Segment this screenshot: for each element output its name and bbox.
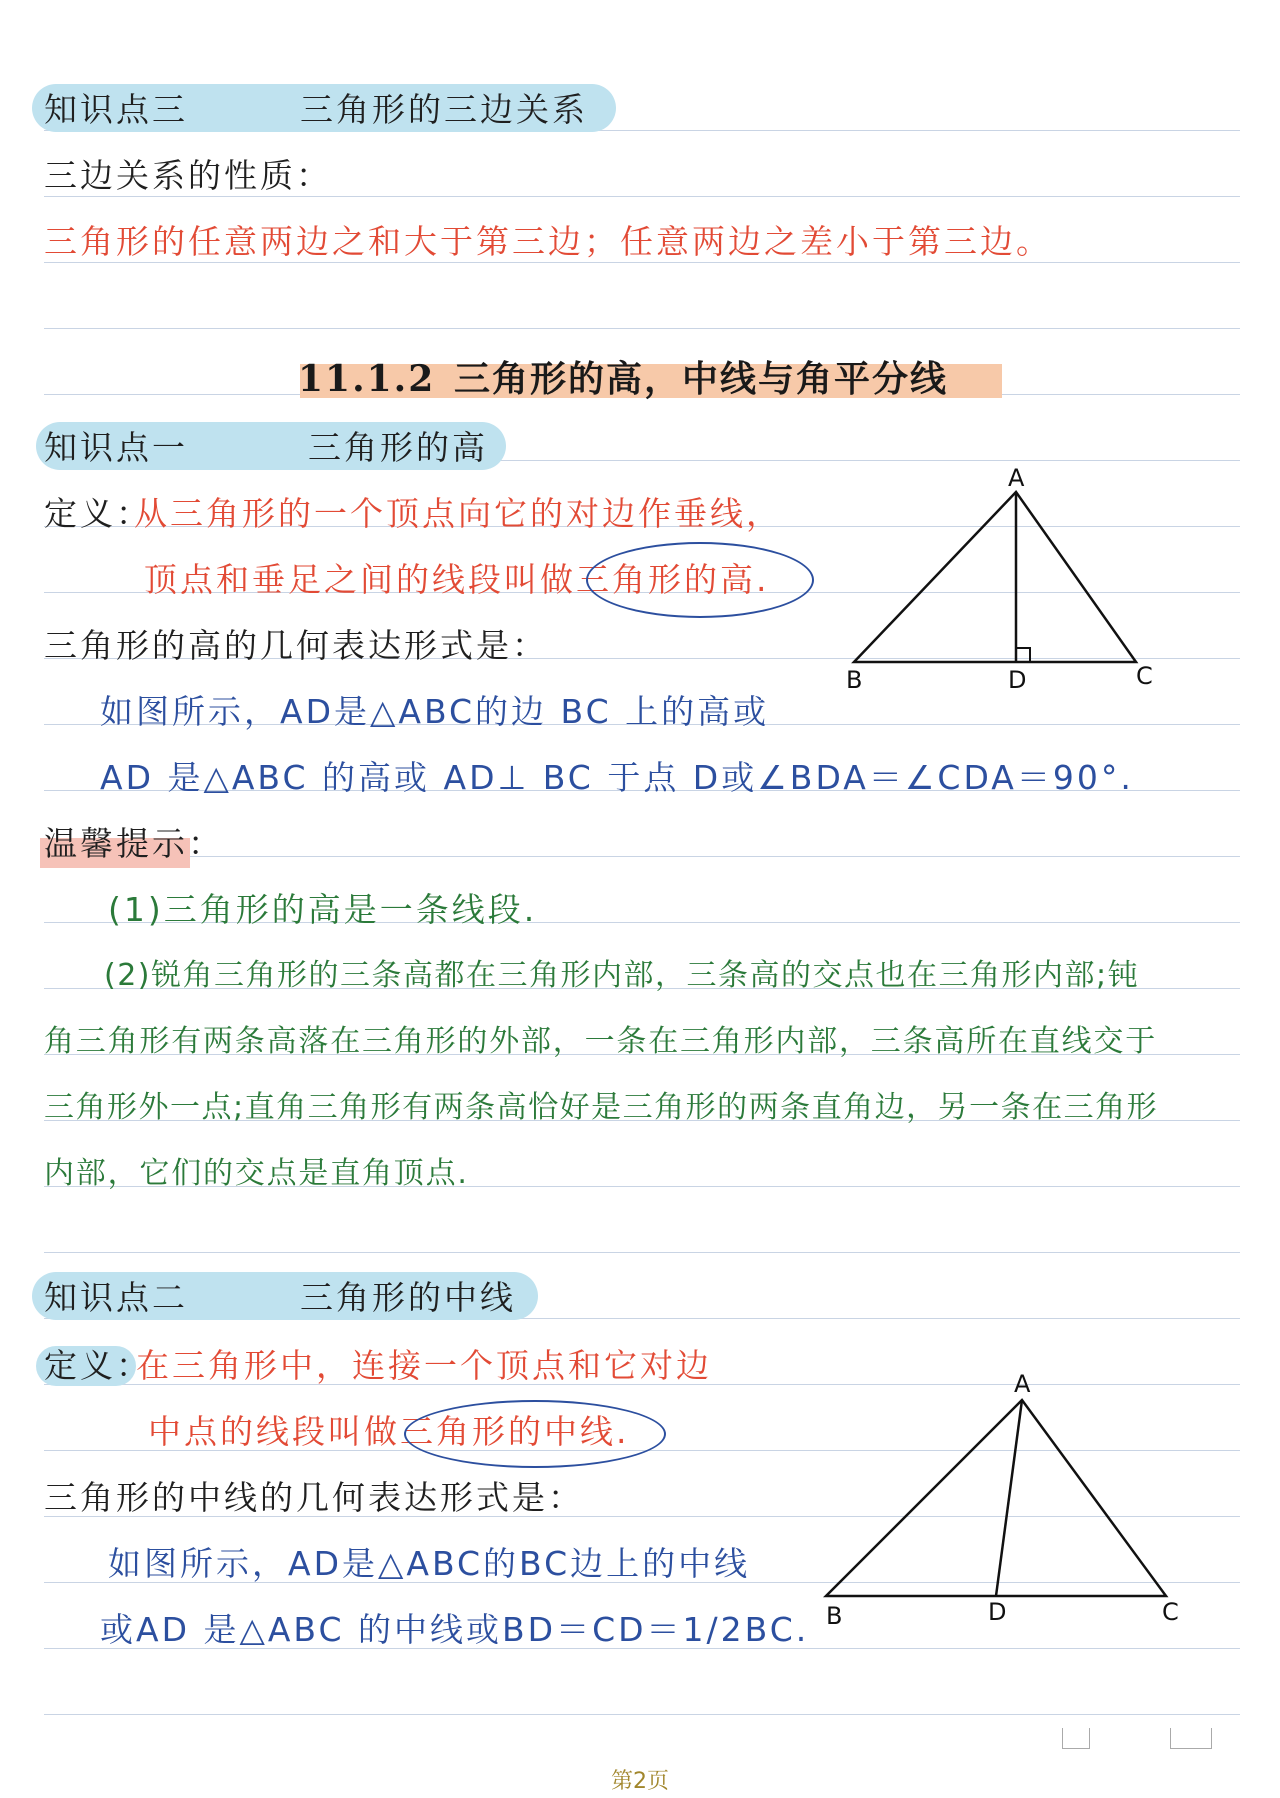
page-corner-icon	[1170, 1728, 1212, 1749]
kp2-geo-line1: 如图所示，AD是△ABC的BC边上的中线	[108, 1544, 751, 1583]
vertex-b-label: B	[846, 666, 863, 694]
rule-line	[44, 328, 1240, 329]
kp1-label: 知识点一	[44, 428, 188, 467]
right-angle-mark	[1016, 648, 1030, 662]
kp1-definition-text: 顶点和垂足之间的线段叫做	[144, 560, 576, 599]
kp1-definition-term: 三角形的高.	[576, 560, 770, 599]
kp3-label: 知识点三	[44, 90, 188, 129]
rule-line	[44, 1714, 1240, 1715]
kp2-title: 三角形的中线	[300, 1278, 516, 1317]
kp2-definition-line1: 在三角形中，连接一个顶点和它对边	[136, 1346, 712, 1385]
kp3-property-heading: 三边关系的性质：	[44, 156, 332, 195]
triangle-abc	[826, 1400, 1166, 1596]
kp2-geo-heading: 三角形的中线的几何表达形式是：	[44, 1478, 584, 1517]
section-number: 11.1.2	[298, 358, 436, 400]
kp1-geo-line1: 如图所示，AD是△ABC的边 BC 上的高或	[100, 692, 770, 731]
kp2-label: 知识点二	[44, 1278, 188, 1317]
tips-item2-line1: (2)锐角三角形的三条高都在三角形内部，三条高的交点也在三角形内部;钝	[104, 958, 1140, 993]
point-d-label: D	[1008, 666, 1027, 694]
section-title: 三角形的高，中线与角平分线	[454, 358, 949, 400]
tips-item2-line4: 内部，它们的交点是直角顶点.	[44, 1156, 469, 1191]
vertex-b-label: B	[826, 1602, 843, 1630]
vertex-c-label: C	[1136, 662, 1153, 690]
kp1-geo-heading: 三角形的高的几何表达形式是：	[44, 626, 548, 665]
tips-colon: ：	[188, 824, 224, 863]
kp1-title: 三角形的高	[308, 428, 488, 467]
point-d-label: D	[988, 1598, 1007, 1626]
kp1-term-circle	[586, 542, 814, 618]
kp2-definition-term: 三角形的中线.	[400, 1412, 630, 1451]
page-corner-icon	[1062, 1728, 1090, 1749]
kp2-geo-line2: 或AD 是△ABC 的中线或BD＝CD＝1/2BC.	[100, 1610, 810, 1649]
kp2-term-circle	[404, 1400, 666, 1468]
vertex-c-label: C	[1162, 1598, 1179, 1626]
kp2-definition-text: 中点的线段叫做	[148, 1412, 400, 1451]
kp1-definition-line1: 从三角形的一个顶点向它的对边作垂线，	[134, 494, 782, 533]
tips-item2-line3: 三角形外一点;直角三角形有两条高恰好是三角形的两条直角边，另一条在三角形	[44, 1090, 1159, 1125]
median-triangle-figure	[810, 1360, 1200, 1630]
kp1-geo-line2: AD 是△ABC 的高或 AD⊥ BC 于点 D或∠BDA＝∠CDA＝90°.	[100, 758, 1134, 797]
kp2-definition-label: 定义：	[44, 1346, 152, 1385]
kp1-definition-label: 定义：	[44, 494, 152, 533]
altitude-triangle-figure	[830, 460, 1180, 700]
kp3-title: 三角形的三边关系	[300, 90, 588, 129]
tips-item1: (1)三角形的高是一条线段.	[108, 890, 538, 929]
vertex-a-label: A	[1008, 464, 1025, 492]
kp3-property-text: 三角形的任意两边之和大于第三边；任意两边之差小于第三边。	[44, 222, 1052, 261]
tips-heading-line	[44, 822, 224, 866]
tips-item2-line2: 角三角形有两条高落在三角形的外部，一条在三角形内部，三条高所在直线交于	[44, 1024, 1157, 1059]
rule-line	[44, 1252, 1240, 1253]
page-number: 第2页	[611, 1769, 669, 1794]
median-ad	[996, 1400, 1022, 1596]
triangle-abc	[854, 492, 1136, 662]
vertex-a-label: A	[1014, 1370, 1031, 1398]
tips-heading: 温馨提示	[44, 824, 188, 863]
